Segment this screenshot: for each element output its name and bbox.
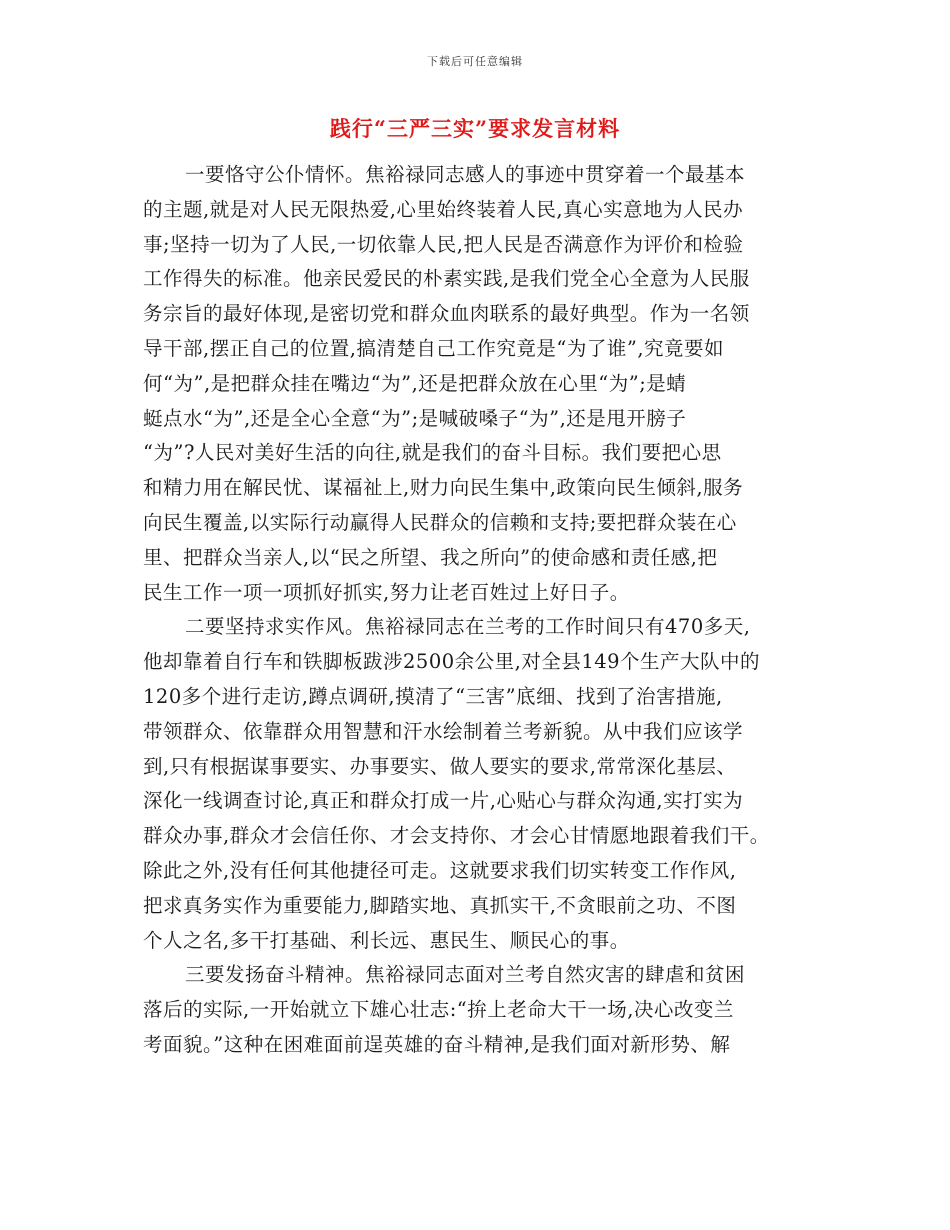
paragraph-line: 120多个进行走访,蹲点调研,摸清了“三害”底细、找到了治害措施, [143, 684, 723, 708]
paragraph-line: 蜓点水“为”,还是全心全意“为”;是喊破嗓子“为”,还是甩开膀子 [143, 406, 687, 430]
paragraph-line: 落后的实际,一开始就立下雄心壮志:“拚上老命大干一场,决心改变兰 [143, 998, 734, 1022]
paragraph-2 [143, 610, 808, 958]
paragraph-line: 导干部,摆正自己的位置,搞清楚自己工作究竟是“为了谁”,究竟要如 [143, 336, 725, 360]
paragraph-line: 考面貌。”这种在困难面前逞英雄的奋斗精神,是我们面对新形势、解 [143, 1032, 731, 1056]
paragraph-line: 群众办事,群众才会信任你、才会支持你、才会心甘情愿地跟着我们干。 [143, 824, 770, 848]
paragraph-1 [143, 158, 808, 610]
paragraph-line: 事;坚持一切为了人民,一切依靠人民,把人民是否满意作为评价和检验 [143, 232, 744, 256]
paragraph-line: 除此之外,没有任何其他捷径可走。这就要求我们切实转变工作作风, [143, 858, 737, 882]
paragraph-line: 到,只有根据谋事要实、办事要实、做人要实的要求,常常深化基层、 [143, 754, 737, 778]
paragraph-line: 一要恪守公仆情怀。焦裕禄同志感人的事迹中贯穿着一个最基本 [185, 163, 746, 186]
paragraph-line: 和精力用在解民忧、谋福祉上,财力向民生集中,政策向民生倾斜,服务 [143, 476, 744, 500]
document-title: 践行“三严三实”要求发言材料 [329, 116, 621, 141]
header-note: 下载后可任意编辑 [427, 55, 523, 68]
document-body [143, 158, 808, 1063]
paragraph-line: 工作得失的标准。他亲民爱民的朴素实践,是我们党全心全意为人民服 [143, 267, 750, 291]
paragraph-line: 民生工作一项一项抓好抓实,努力让老百姓过上好日子。 [143, 580, 630, 604]
paragraph-line: 深化一线调查讨论,真正和群众打成一片,心贴心与群众沟通,实打实为 [143, 789, 744, 813]
paragraph-line: 向民生覆盖,以实际行动赢得人民群众的信赖和支持;要把群众装在心 [143, 510, 737, 534]
paragraph-line: 个人之名,多干打基础、利长远、惠民生、顺民心的事。 [143, 928, 630, 952]
paragraph-line: 里、把群众当亲人,以“民之所望、我之所向”的使命感和责任感,把 [143, 545, 718, 569]
paragraph-line: 务宗旨的最好体现,是密切党和群众血肉联系的最好典型。作为一名领 [143, 302, 750, 326]
paragraph-line: 三要发扬奋斗精神。焦裕禄同志面对兰考自然灾害的肆虐和贫困 [185, 963, 746, 987]
paragraph-line: 带领群众、依靠群众用智慧和汗水绘制着兰考新貌。从中我们应该学 [143, 719, 744, 743]
paragraph-line: “为”?人民对美好生活的向往,就是我们的奋斗目标。我们要把心思 [143, 441, 722, 465]
paragraph-line: 何“为”,是把群众挂在嘴边“为”,还是把群众放在心里“为”;是蜻 [143, 371, 687, 395]
paragraph-line: 二要坚持求实作风。焦裕禄同志在兰考的工作时间只有470多天, [185, 615, 751, 639]
paragraph-line: 他却靠着自行车和铁脚板跋涉2500余公里,对全县149个生产大队中的 [143, 650, 761, 674]
paragraph-line: 把求真务实作为重要能力,脚踏实地、真抓实干,不贪眼前之功、不图 [143, 893, 737, 917]
paragraph-line: 的主题,就是对人民无限热爱,心里始终装着人民,真心实意地为人民办 [143, 197, 744, 221]
paragraph-3 [143, 958, 808, 1062]
